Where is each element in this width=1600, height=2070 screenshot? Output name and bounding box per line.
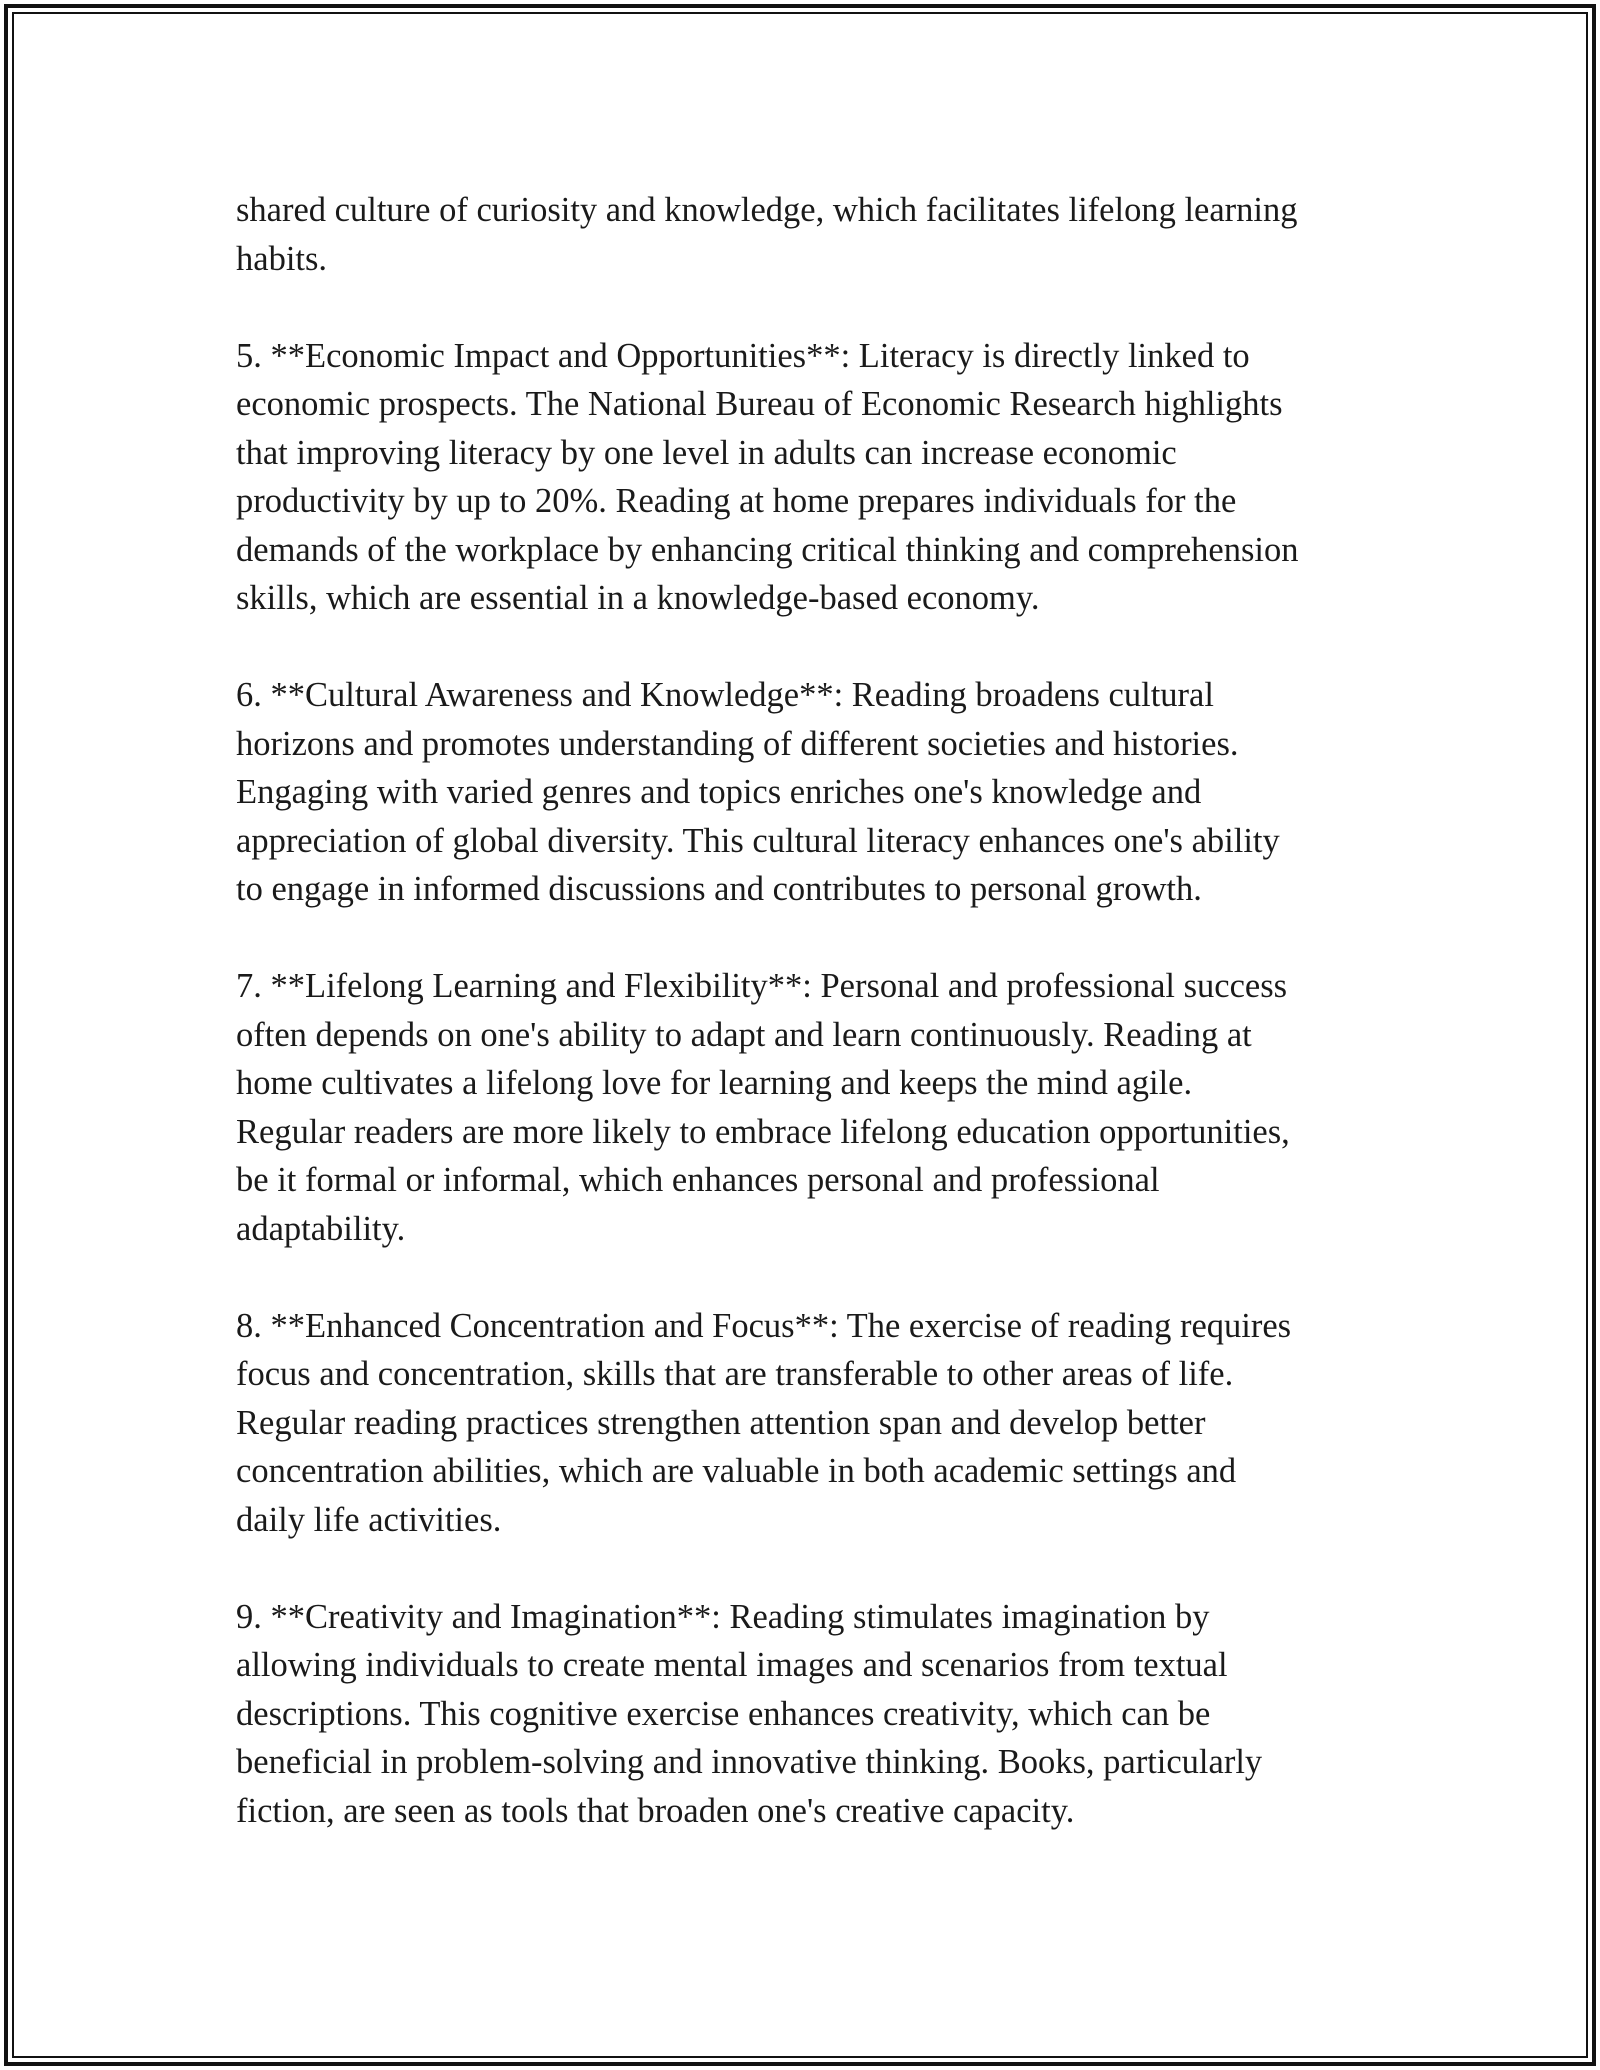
paragraph-cultural-awareness: 6. **Cultural Awareness and Knowledge**: Reading broadens cultural horizons and promotes understanding of different societies and histories. Engaging with varied genres and topics enriches one's knowledge and appreciation of global diversity. This cultural literacy enhances one's ability to engage in informed discussions and contributes to personal growth.: [236, 676, 1280, 908]
paragraph-continuation: shared culture of curiosity and knowledge, which facilitates lifelong learning habits.: [236, 191, 1298, 278]
paragraph-lifelong-learning: 7. **Lifelong Learning and Flexibility**: Personal and professional success often depends on one's ability to adapt and learn continuously. Reading at home cultivates a lifelong love for learning and keeps the mind agile. Regular readers are more likely to embrace lifelong education opportunities, be it formal or informal, which enhances personal and professional adaptability.: [236, 967, 1290, 1248]
document-body: [236, 186, 1376, 1835]
paragraph-creativity-imagination: 9. **Creativity and Imagination**: Reading stimulates imagination by allowing individuals to create mental images and scenarios from textual descriptions. This cognitive exercise enhances creativity, which can be beneficial in problem-solving and innovative thinking. Books, particularly fiction, are seen as tools that broaden one's creative capacity.: [236, 1597, 1263, 1830]
paragraph-economic-impact: 5. **Economic Impact and Opportunities**: Literacy is directly linked to economic prospects. The National Bureau of Economic Research highlights that improving literacy by one level in adults can increase economic productivity by up to 20%. Reading at home prepares individuals for the demands of the workplace by enhancing critical thinking and comprehension skills, which are essential in a knowledge-based economy.: [236, 336, 1299, 617]
paragraph-concentration-focus: 8. **Enhanced Concentration and Focus**: The exercise of reading requires focus and concentration, skills that are transferable to other areas of life. Regular reading practices strengthen attention span and develop better concentration abilities, which are valuable in both academic settings and daily life activities.: [236, 1306, 1292, 1539]
